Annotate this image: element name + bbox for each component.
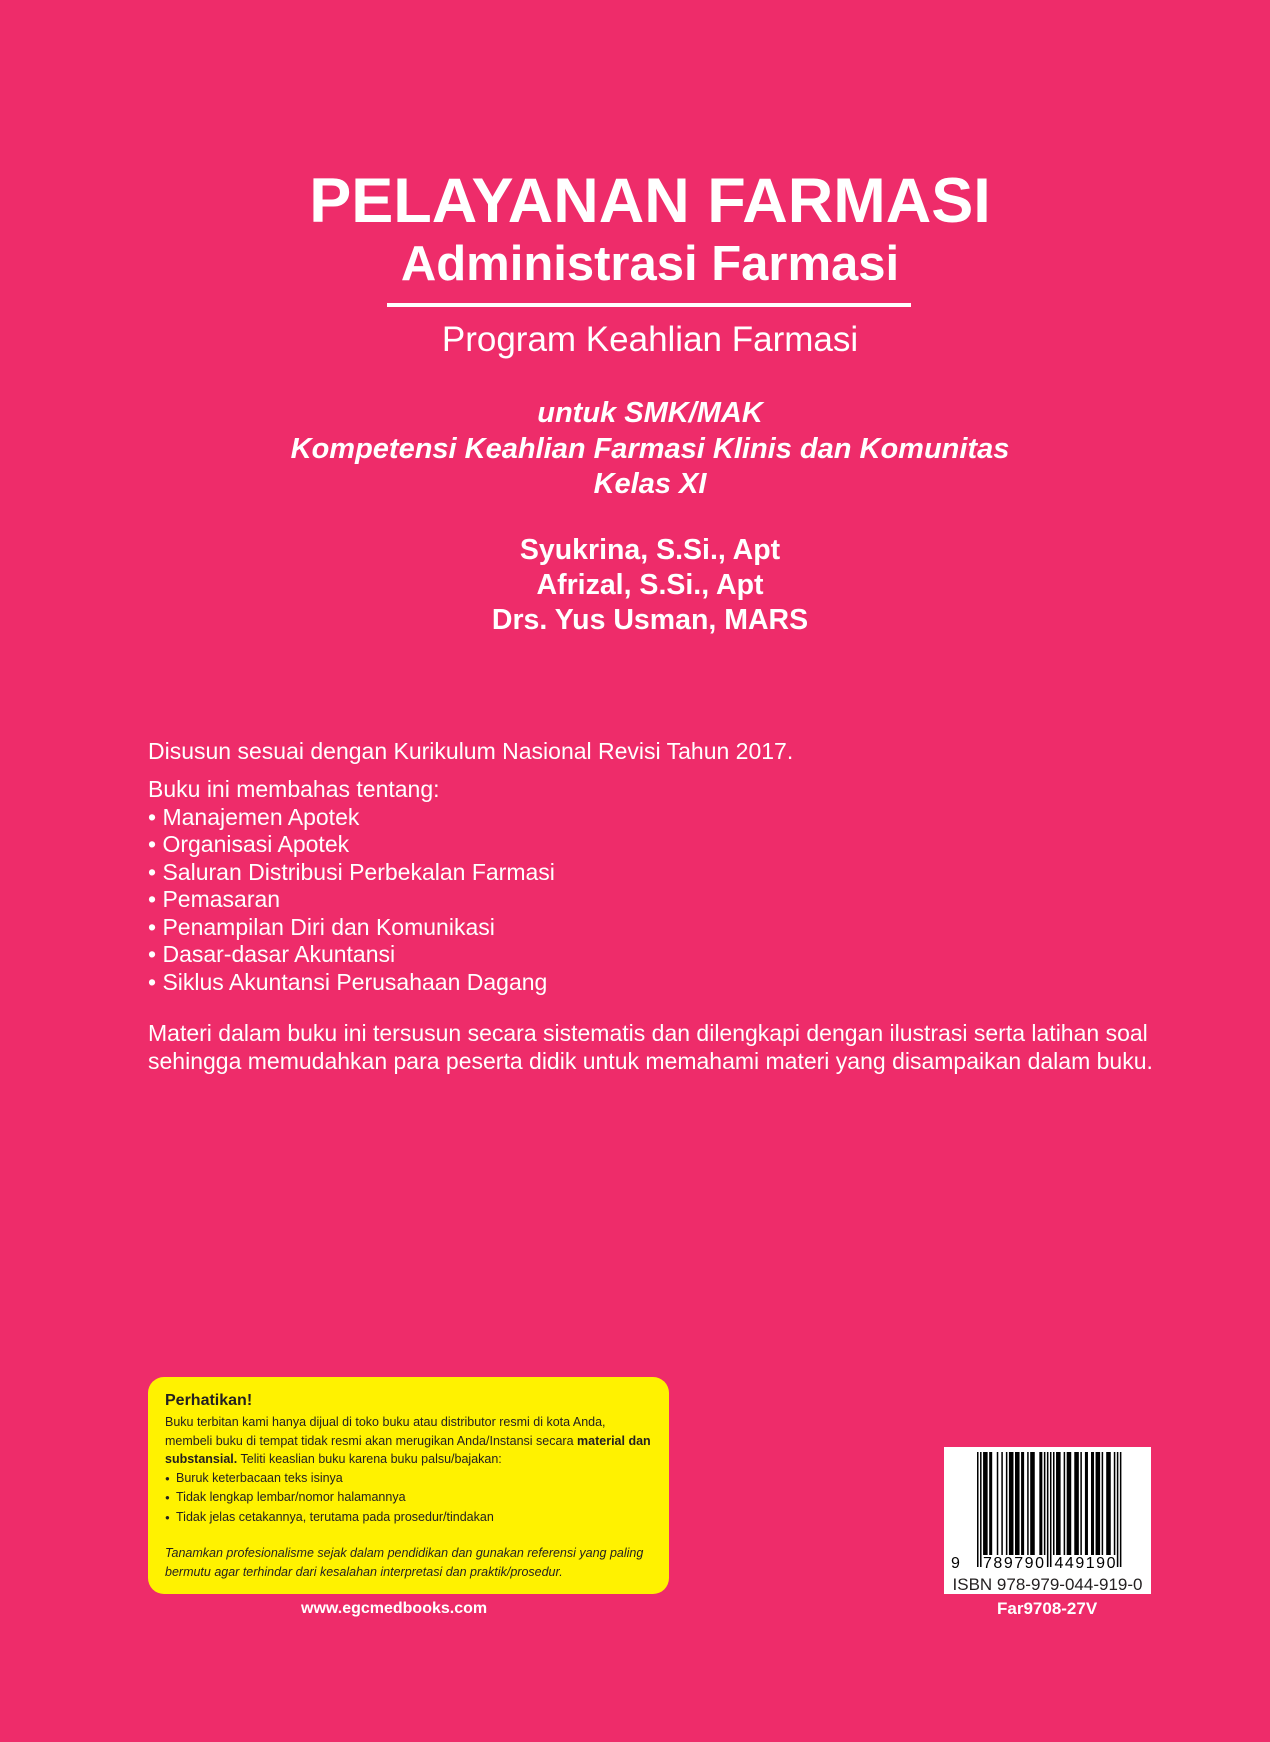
barcode-lead-digit: 9 [951, 1555, 960, 1572]
barcode-guard-bar [1117, 1452, 1119, 1567]
topic-item: • Pemasaran [148, 886, 555, 914]
barcode-bar [1039, 1452, 1042, 1555]
book-subtitle: Administrasi Farmasi [400, 237, 900, 291]
notice-line: Buku terbitan kami hanya dijual di toko buku atau distributor resmi di kota Anda, [165, 1415, 606, 1429]
barcode-bar [1021, 1452, 1024, 1555]
barcode-bar [1009, 1452, 1014, 1555]
barcode-bar [1006, 1452, 1008, 1555]
topics-section [148, 776, 555, 996]
barcode-bar [997, 1452, 999, 1555]
barcode-bar [1080, 1452, 1082, 1555]
barcode-right-digits: 449190 [1054, 1555, 1116, 1572]
summary-line: sehingga memudahkan para peserta didik untuk memahami materi yang disampaikan dalam buku. [148, 1048, 1153, 1074]
notice-emphasis: material dan [577, 1433, 651, 1448]
barcode-bar [1067, 1452, 1072, 1555]
audience-class: Kelas XI [593, 468, 707, 500]
isbn-barcode [944, 1447, 1151, 1594]
barcode-bar [1085, 1452, 1088, 1555]
topic-item: • Siklus Akuntansi Perusahaan Dagang [148, 969, 555, 997]
barcode-bar [1053, 1452, 1055, 1555]
barcode-bar [983, 1452, 988, 1555]
notice-bullet-item: ● Tidak lengkap lembar/nomor halamannya [165, 1488, 659, 1508]
barcode-left-digits: 789790 [983, 1555, 1044, 1572]
notice-body [165, 1413, 659, 1527]
topic-item: • Organisasi Apotek [148, 831, 555, 859]
notice-closing-line: bermutu agar terhindar dari kesalahan interpretasi dan praktik/prosedur. [165, 1564, 563, 1579]
title-divider [387, 303, 911, 307]
notice-bullet-item: ● Buruk keterbacaan teks isinya [165, 1469, 659, 1489]
isbn-number: ISBN 978-979-044-919-0 [952, 1575, 1143, 1594]
barcode-bar [989, 1452, 992, 1555]
barcode-bar [1096, 1452, 1101, 1555]
audience-competency: Kompetensi Keahlian Farmasi Klinis dan Komunitas [290, 432, 1010, 465]
topic-item: • Manajemen Apotek [148, 804, 555, 832]
audience-block [150, 396, 1150, 503]
barcode-bar [1056, 1452, 1061, 1555]
notice-bullet-item: ● Tidak jelas cetakannya, terutama pada prosedur/tindakan [165, 1508, 659, 1528]
book-title: PELAYANAN FARMASI [309, 166, 991, 236]
audience-level: untuk SMK/MAK [537, 397, 763, 429]
notice-closing-line: Tanamkan profesionalisme sejak dalam pendidikan dan gunakan referensi yang paling [165, 1546, 644, 1560]
notice-closing [165, 1544, 659, 1581]
notice-line [165, 1450, 659, 1469]
notice-line [165, 1432, 659, 1451]
topic-item: • Saluran Distribusi Perbekalan Farmasi [148, 859, 555, 887]
product-code: Far9708-27V [997, 1599, 1098, 1618]
notice-text: Teliti keaslian buku karena buku palsu/bajakan: [240, 1452, 502, 1466]
notice-text: membeli buku di tempat tidak resmi akan merugikan Anda/Instansi secara [165, 1433, 574, 1448]
barcode-bar [1106, 1452, 1111, 1555]
topic-item: • Penampilan Diri dan Komunikasi [148, 914, 555, 942]
barcode-bar [1114, 1452, 1116, 1555]
barcode-bar [1064, 1452, 1066, 1555]
barcode-bar [1102, 1452, 1104, 1555]
barcode-graphic [944, 1447, 1151, 1573]
author-name: Drs. Yus Usman, MARS [491, 604, 809, 636]
barcode-guard-bar [977, 1452, 979, 1567]
program-label: Program Keahlian Farmasi [441, 320, 859, 359]
barcode-bar [1027, 1452, 1029, 1555]
publisher-website: www.egcmedbooks.com [301, 1600, 488, 1617]
author-name: Afrizal, S.Si., Apt [536, 569, 764, 601]
topic-item: • Dasar-dasar Akuntansi [148, 941, 555, 969]
barcode-guard-bar [1047, 1452, 1049, 1567]
barcode-bar [1015, 1452, 1020, 1555]
barcode-bar [1044, 1452, 1046, 1555]
barcode-bars [977, 1452, 1121, 1567]
barcode-bar [1001, 1452, 1003, 1555]
curriculum-note: Disusun sesuai dengan Kurikulum Nasional Revisi Tahun 2017. [148, 738, 794, 764]
author-name: Syukrina, S.Si., Apt [519, 534, 781, 566]
notice-heading: Perhatikan! [165, 1392, 253, 1409]
barcode-guard-bar [1050, 1452, 1052, 1567]
barcode-bar [1030, 1452, 1035, 1555]
barcode-bar [1074, 1452, 1079, 1555]
notice-box [148, 1377, 669, 1594]
summary-line: Materi dalam buku ini tersusun secara sistematis dan dilengkapi dengan ilustrasi serta latihan soal [148, 1020, 1148, 1046]
authors-block [150, 533, 1150, 638]
notice-emphasis: substansial. [165, 1452, 238, 1466]
topics-list [148, 804, 555, 997]
barcode-bar [1091, 1452, 1094, 1555]
topics-intro: Buku ini membahas tentang: [148, 776, 440, 802]
summary-paragraph [148, 1019, 1153, 1075]
barcode-guard-bar [980, 1452, 982, 1567]
barcode-guard-bar [1120, 1452, 1122, 1567]
